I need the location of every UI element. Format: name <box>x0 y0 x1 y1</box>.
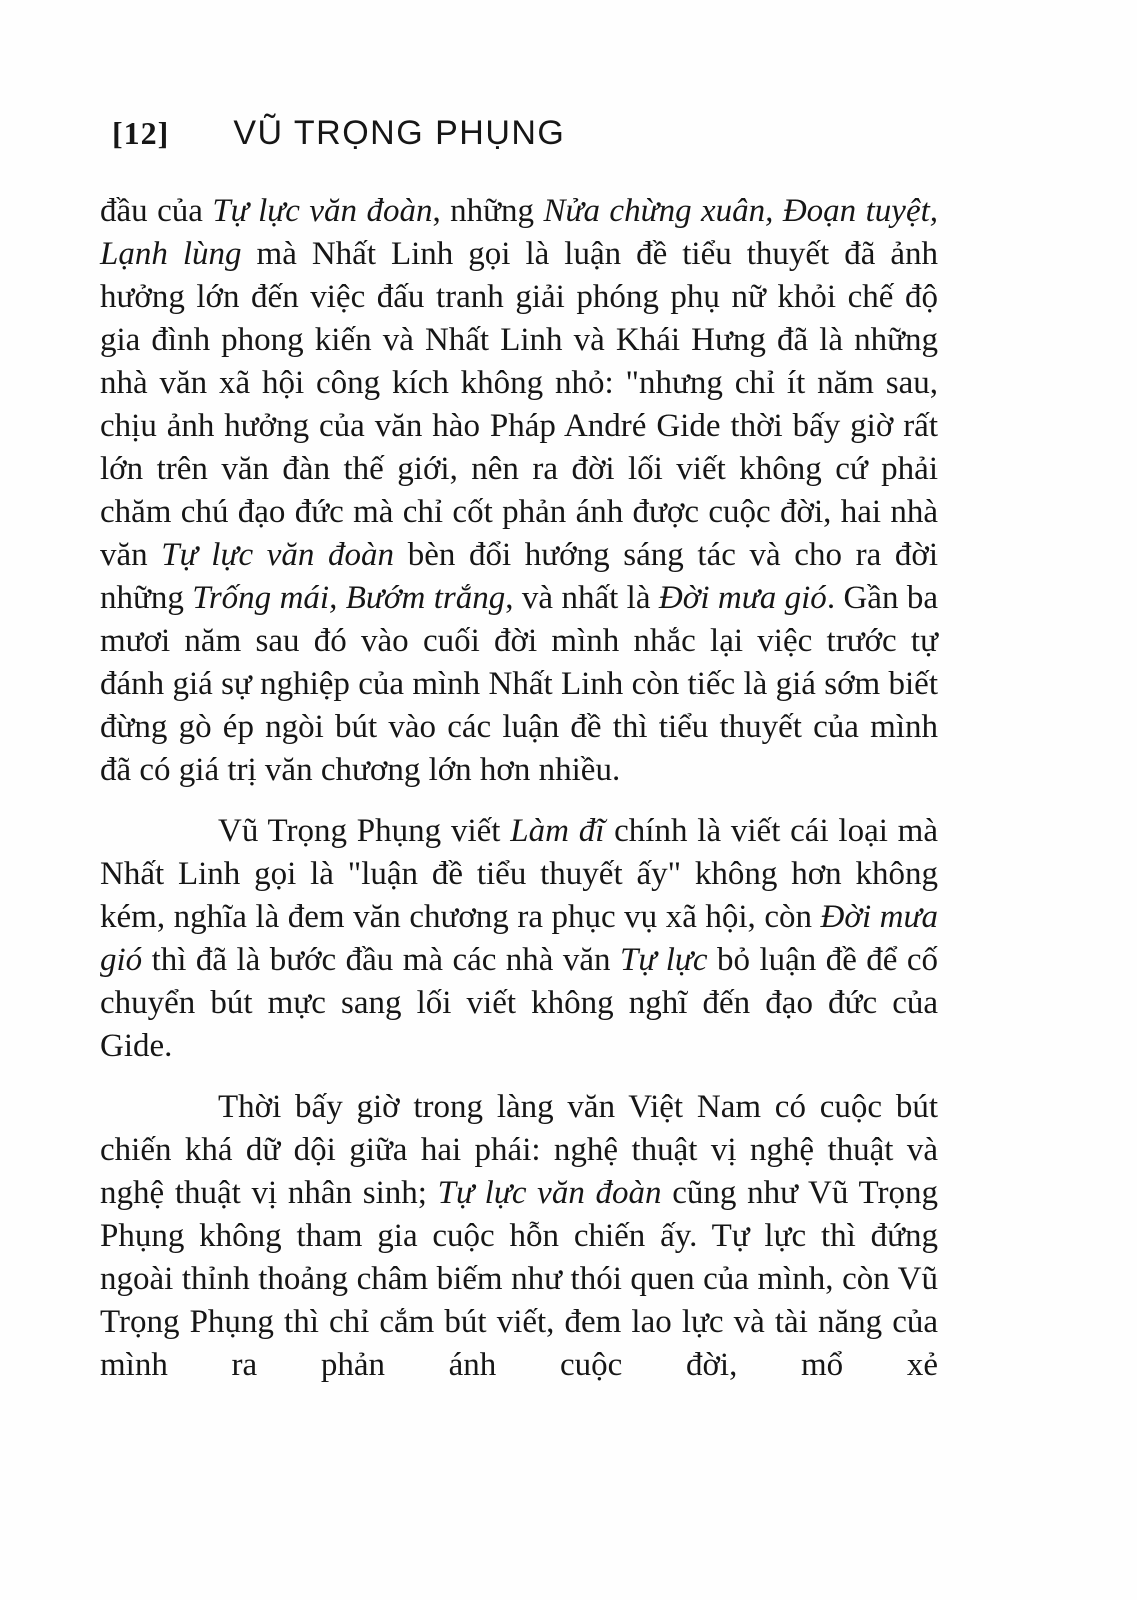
italic-title-text: Tự lực văn đoàn <box>437 1175 662 1211</box>
text-run: bèn đổi hướng sáng tác và cho ra đời những <box>100 537 938 616</box>
italic-title-text: Trống mái, Bướm trắng <box>192 580 506 616</box>
italic-title-text: Nửa chừng xuân, Đoạn tuyệt, Lạnh lùng <box>100 193 939 272</box>
text-run: , và nhất là <box>505 580 659 616</box>
text-run: đầu của <box>100 193 213 229</box>
italic-title-text: Đời mưa gió <box>100 899 938 978</box>
body-text <box>100 190 938 1387</box>
text-run: thì đã là bước đầu mà các nhà văn <box>142 942 620 978</box>
text-run: chính là viết cái loại mà Nhất Linh gọi là "luận đề tiểu thuyết ấy" không hơn không kém, nghĩa là đem văn chương ra phục vụ xã hội, còn <box>100 813 938 935</box>
text-run: , những <box>432 193 544 229</box>
text-run: . Gần ba mươi năm sau đó vào cuối đời mình nhắc lại việc trước tự đánh giá sự nghiệp của mình Nhất Linh còn tiếc là giá sớm biết đừng gò ép ngòi bút vào các luận đề thì tiểu thuyết của mình đã có giá trị văn chương lớn hơn nhiều. <box>100 580 938 788</box>
text-run: mà Nhất Linh gọi là luận đề tiểu thuyết đã ảnh hưởng lớn đến việc đấu tranh giải phóng phụ nữ khỏi chế độ gia đình phong kiến và Nhất Linh và Khái Hưng đã là những nhà văn xã hội công kích không nhỏ: "nhưng chỉ ít năm sau, chịu ảnh hưởng của văn hào Pháp André Gide thời bấy giờ rất lớn trên văn đàn thế giới, nên ra đời lối viết không cứ phải chăm chú đạo đức mà chỉ cốt phản ánh được cuộc đời, hai nhà văn <box>100 236 938 573</box>
running-title: VŨ TRỌNG PHỤNG <box>233 114 566 152</box>
text-run: cũng như Vũ Trọng Phụng không tham gia cuộc hỗn chiến ấy. Tự lực thì đứng ngoài thỉnh thoảng châm biếm như thói quen của mình, còn Vũ Trọng Phụng thì chỉ cắm bút viết, đem lao lực và tài năng của mình ra phản ánh cuộc đời, mổ xẻ <box>100 1175 938 1383</box>
paragraph-2 <box>100 810 938 1068</box>
italic-title-text: Đời mưa gió <box>658 580 827 616</box>
text-run: Thời bấy giờ trong làng văn Việt Nam có cuộc bút chiến khá dữ dội giữa hai phái: nghệ thuật vị nghệ thuật và nghệ thuật vị nhân sinh; <box>100 1089 938 1211</box>
text-run: bỏ luận đề để cố chuyển bút mực sang lối viết không nghĩ đến đạo đức của Gide. <box>100 942 938 1064</box>
italic-title-text: Làm đĩ <box>510 813 605 849</box>
italic-title-text: Tự lực <box>619 942 708 978</box>
text-run: Vũ Trọng Phụng viết <box>218 813 511 849</box>
page-number: [12] <box>112 115 170 151</box>
paragraph-3 <box>100 1086 938 1387</box>
italic-title-text: Tự lực văn đoàn <box>161 537 395 573</box>
page-header <box>112 114 565 153</box>
italic-title-text: Tự lực văn đoàn <box>212 193 433 229</box>
paragraph-1 <box>100 190 938 792</box>
